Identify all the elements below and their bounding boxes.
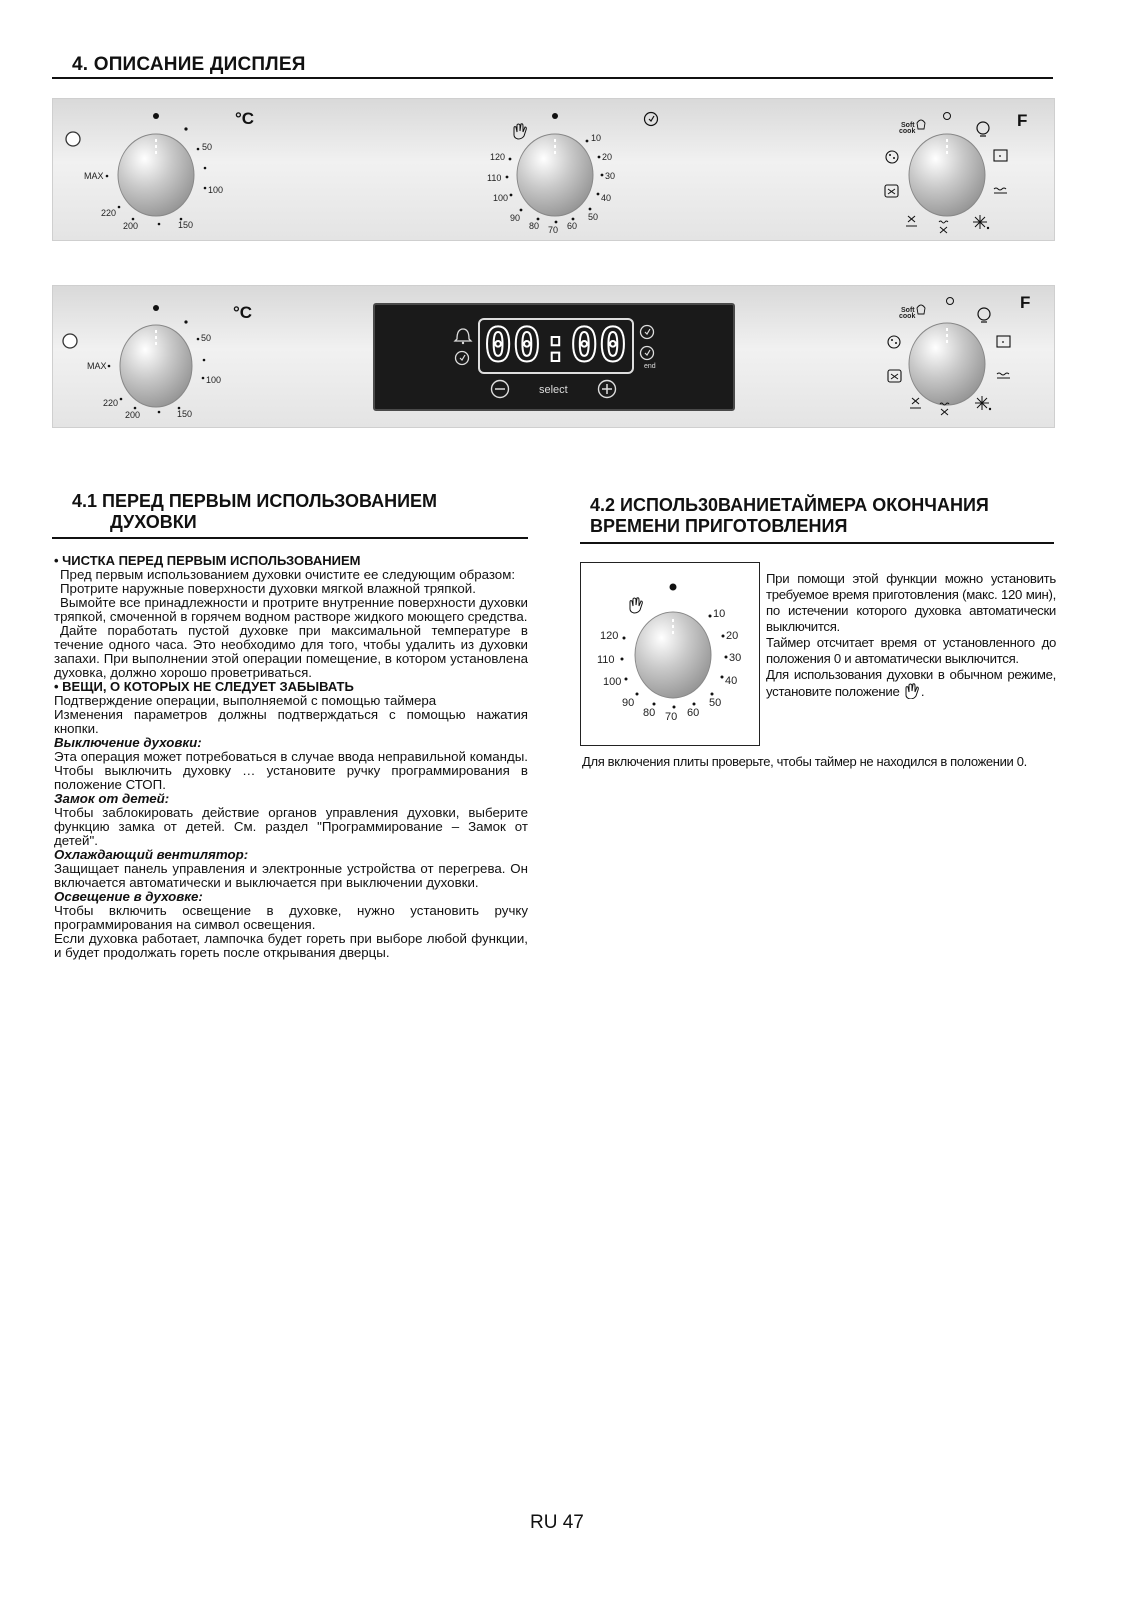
paragraph: Дайте поработать пустой духовке при максимальной температуре в течение одного часа. Это необходимо для того, чтобы удалить из духовки запахи. При выполнении этой операции помещение, в котором установлена духовка, должно хорошо проветриваться.: [54, 623, 528, 680]
page-number: RU 47: [530, 1512, 584, 1533]
temp-label-150: 150: [178, 220, 194, 230]
tick: [520, 209, 523, 212]
paragraph: Чтобы включить освещение в духовке, нужно установить ручку программирования на символ освещения.: [54, 903, 528, 932]
soft-cook-line1: Soft: [901, 307, 915, 314]
timer-label-110: 110: [597, 654, 615, 666]
lamp-icon: [977, 122, 989, 136]
section-4-2-body: [766, 571, 1056, 700]
off-position-icon: [947, 298, 954, 305]
defrost-icon: [973, 215, 989, 229]
temp-label-100: 100: [206, 375, 222, 385]
tick: [589, 208, 592, 211]
tick: [555, 221, 558, 224]
heading-4-2-line2: ВРЕМЕНИ ПРИГОТОВЛЕНИЯ: [590, 516, 848, 536]
section-rule: [52, 77, 1053, 79]
tick: [586, 140, 589, 143]
tick: [204, 187, 207, 190]
tick: [636, 693, 639, 696]
timer-label-120: 120: [490, 152, 506, 162]
section-4-1-body: [54, 554, 528, 960]
knob-indicator-dot: [153, 305, 159, 311]
temp-label-max: MAX: [84, 171, 104, 181]
timer-label-80: 80: [529, 221, 540, 231]
end-label: end: [644, 363, 656, 370]
tick: [509, 158, 512, 161]
control-panel-top-graphics: [53, 99, 1054, 240]
temp-label-50: 50: [201, 333, 212, 343]
lamp-icon: [978, 308, 990, 322]
bullet-cleaning-title: • ЧИСТКА ПЕРЕД ПЕРВЫМ ИСПОЛЬЗОВАНИЕМ: [54, 553, 361, 568]
tick: [158, 223, 161, 226]
timer-knob-figure: [580, 562, 760, 746]
timer-label-50: 50: [588, 212, 599, 222]
tick: [197, 338, 200, 341]
bottom-heat-icon: [994, 188, 1007, 193]
heading-4-2-line1: 4.2 ИСПОЛЬ30ВАНИЕТАЙМЕРА ОКОНЧАНИЯ: [590, 495, 989, 515]
select-button-label[interactable]: select: [539, 384, 568, 396]
tick: [725, 656, 728, 659]
tick: [108, 365, 111, 368]
timer-label-100: 100: [603, 676, 622, 688]
tick: [184, 127, 187, 130]
timer-label-30: 30: [729, 652, 742, 664]
fan-heat-icon: [910, 398, 921, 408]
clock-icon: [645, 113, 658, 126]
tick: [510, 194, 513, 197]
tick: [625, 678, 628, 681]
paragraph: Чтобы заблокировать действие органов управления духовки, выберите функцию замка от детей. См. раздел "Программирование – Замок от детей".: [54, 805, 528, 848]
timer-label-10: 10: [591, 133, 602, 143]
power-indicator-icon: [63, 334, 77, 348]
timer-label-70: 70: [665, 711, 678, 723]
temp-label-50: 50: [202, 142, 213, 152]
tick: [601, 174, 604, 177]
timer-label-40: 40: [725, 675, 738, 687]
bullet-remember-title: • ВЕЩИ, О КОТОРЫХ НЕ СЛЕДУЕТ ЗАБЫВАТЬ: [54, 679, 354, 694]
subheading-cooling-fan: Охлаждающий вентилятор:: [54, 847, 249, 862]
paragraph: Для использования духовки в обычном режиме, установите положение: [766, 667, 1056, 699]
tick: [184, 320, 187, 323]
timer-label-110: 110: [487, 173, 502, 183]
timer-label-70: 70: [548, 225, 559, 235]
heading-4-2-rule: [580, 542, 1054, 544]
top-heat-icon: [997, 336, 1010, 347]
tick: [693, 703, 696, 706]
timer-label-100: 100: [493, 193, 509, 203]
tick: [597, 193, 600, 196]
tick: [711, 693, 714, 696]
subheading-child-lock: Замок от детей:: [54, 791, 170, 806]
tick: [673, 706, 676, 709]
digital-display: [373, 303, 735, 411]
top-heat-icon: [994, 150, 1007, 161]
soft-cook-icon: [899, 120, 925, 135]
function-letter: F: [1020, 293, 1031, 312]
tick: [158, 411, 161, 414]
timer-label-50: 50: [709, 697, 722, 709]
fan-grill-icon: [888, 370, 901, 382]
temp-label-max: MAX: [87, 361, 107, 371]
tick: [203, 359, 206, 362]
paragraph: Подтверждение операции, выполняемой с помощью таймера: [54, 693, 437, 708]
timer-label-90: 90: [510, 213, 521, 223]
soft-cook-line2: cook: [899, 128, 916, 135]
fan-heat-icon: [906, 216, 917, 226]
defrost-icon: [975, 396, 991, 410]
heading-4-1-number: 4.1: [72, 491, 98, 511]
temp-label-220: 220: [103, 398, 119, 408]
tick: [118, 206, 121, 209]
tick: [722, 635, 725, 638]
temp-unit-label: °C: [235, 109, 255, 128]
knob-indicator-dot: [153, 113, 159, 119]
section-title: 4. ОПИСАНИЕ ДИСПЛЕЯ: [72, 54, 306, 75]
tick: [621, 658, 624, 661]
timer-label-20: 20: [602, 152, 613, 162]
plus-button[interactable]: [599, 381, 616, 398]
tick: [721, 676, 724, 679]
grill-fan-bottom-icon: [939, 221, 948, 233]
timer-knob-figure-graphics: [581, 563, 759, 745]
time-digits: 00:00: [484, 318, 628, 372]
paragraph: При помощи этой функции можно установить требуемое время приготовления (макс. 120 мин), по истечении которого духовка автоматически выключится.: [766, 571, 1056, 634]
paragraph: Если духовка работает, лампочка будет гореть при выборе любой функции, и будет продолжать гореть после открывания дверцы.: [54, 931, 528, 960]
tick: [204, 167, 207, 170]
heading-4-1-line1: ПЕРЕД ПЕРВЫМ ИСПОЛЬЗОВАНИЕМ: [102, 491, 438, 511]
timer-label-90: 90: [622, 697, 635, 709]
function-letter: F: [1017, 111, 1028, 130]
timer-label-80: 80: [643, 707, 656, 719]
tick: [709, 615, 712, 618]
heading-4-1-rule: [52, 537, 528, 539]
tick: [653, 703, 656, 706]
paragraph: Эта операция может потребоваться в случае ввода неправильной команды. Чтобы выключить духовку … установите ручку программирования в положение СТОП.: [54, 749, 528, 792]
manual-hand-icon: [630, 598, 642, 613]
timer-label-20: 20: [726, 630, 739, 642]
timer-label-60: 60: [567, 221, 578, 231]
power-indicator-icon: [66, 132, 80, 146]
paragraph: Протрите наружные поверхности духовки мягкой влажной тряпкой.: [60, 581, 476, 596]
timer-label-120: 120: [600, 630, 619, 642]
paragraph-end: .: [920, 684, 925, 699]
manual-hand-icon: [514, 124, 526, 139]
heading-4-1-line2: ДУХОВКИ: [110, 512, 197, 532]
pizza-icon: [886, 151, 898, 163]
soft-cook-icon: [899, 305, 925, 320]
subheading-oven-light: Освещение в духовке:: [54, 889, 203, 904]
paragraph: Пред первым использованием духовки очистите ее следующим образом:: [60, 567, 516, 582]
tick: [598, 156, 601, 159]
temp-label-200: 200: [123, 221, 139, 231]
timer-knob[interactable]: [635, 612, 711, 698]
tick: [537, 218, 540, 221]
soft-cook-line2: cook: [899, 313, 916, 320]
tick: [202, 377, 205, 380]
temp-unit-label: °C: [233, 303, 253, 322]
tick: [506, 176, 509, 179]
tick: [120, 398, 123, 401]
tick: [197, 148, 200, 151]
control-panel-top: [52, 98, 1055, 241]
tick: [106, 175, 109, 178]
tick: [132, 218, 135, 221]
paragraph-with-icon: [766, 667, 1056, 700]
paragraph: Защищает панель управления и электронные устройства от перегрева. Он включается автоматически и выключается при выключении духовки.: [54, 861, 528, 890]
subheading-oven-off: Выключение духовки:: [54, 735, 202, 750]
paragraph: Вымойте все принадлежности и протрите внутренние поверхности духовки тряпкой, смоченной в горячем водном растворе жидкого моющего средства.: [54, 595, 528, 624]
knob-indicator-dot: [670, 584, 677, 591]
timer-label-30: 30: [605, 171, 616, 181]
timer-note: Для включения плиты проверьте, чтобы таймер не находился в положении 0.: [582, 754, 1027, 769]
temp-label-100: 100: [208, 185, 224, 195]
temp-label-200: 200: [125, 410, 141, 420]
fan-grill-icon: [885, 185, 898, 197]
heading-4-2: [590, 495, 1060, 537]
knob-indicator-dot: [552, 113, 558, 119]
minus-button[interactable]: [492, 381, 509, 398]
timer-label-60: 60: [687, 707, 700, 719]
tick: [134, 407, 137, 410]
temp-label-220: 220: [101, 208, 117, 218]
manual-hand-icon: [903, 683, 921, 699]
paragraph: Изменения параметров должны подтверждаться с помощью нажатия кнопки.: [54, 707, 528, 736]
timer-label-10: 10: [713, 608, 726, 620]
tick: [572, 218, 575, 221]
off-position-icon: [944, 113, 951, 120]
pizza-icon: [888, 336, 900, 348]
temp-label-150: 150: [177, 409, 193, 419]
timer-label-40: 40: [601, 193, 612, 203]
heading-4-1: [72, 491, 532, 533]
bottom-heat-icon: [997, 373, 1010, 378]
paragraph: Таймер отсчитает время от установленного до положения 0 и автоматически выключится.: [766, 635, 1056, 666]
tick: [623, 637, 626, 640]
soft-cook-line1: Soft: [901, 122, 915, 129]
